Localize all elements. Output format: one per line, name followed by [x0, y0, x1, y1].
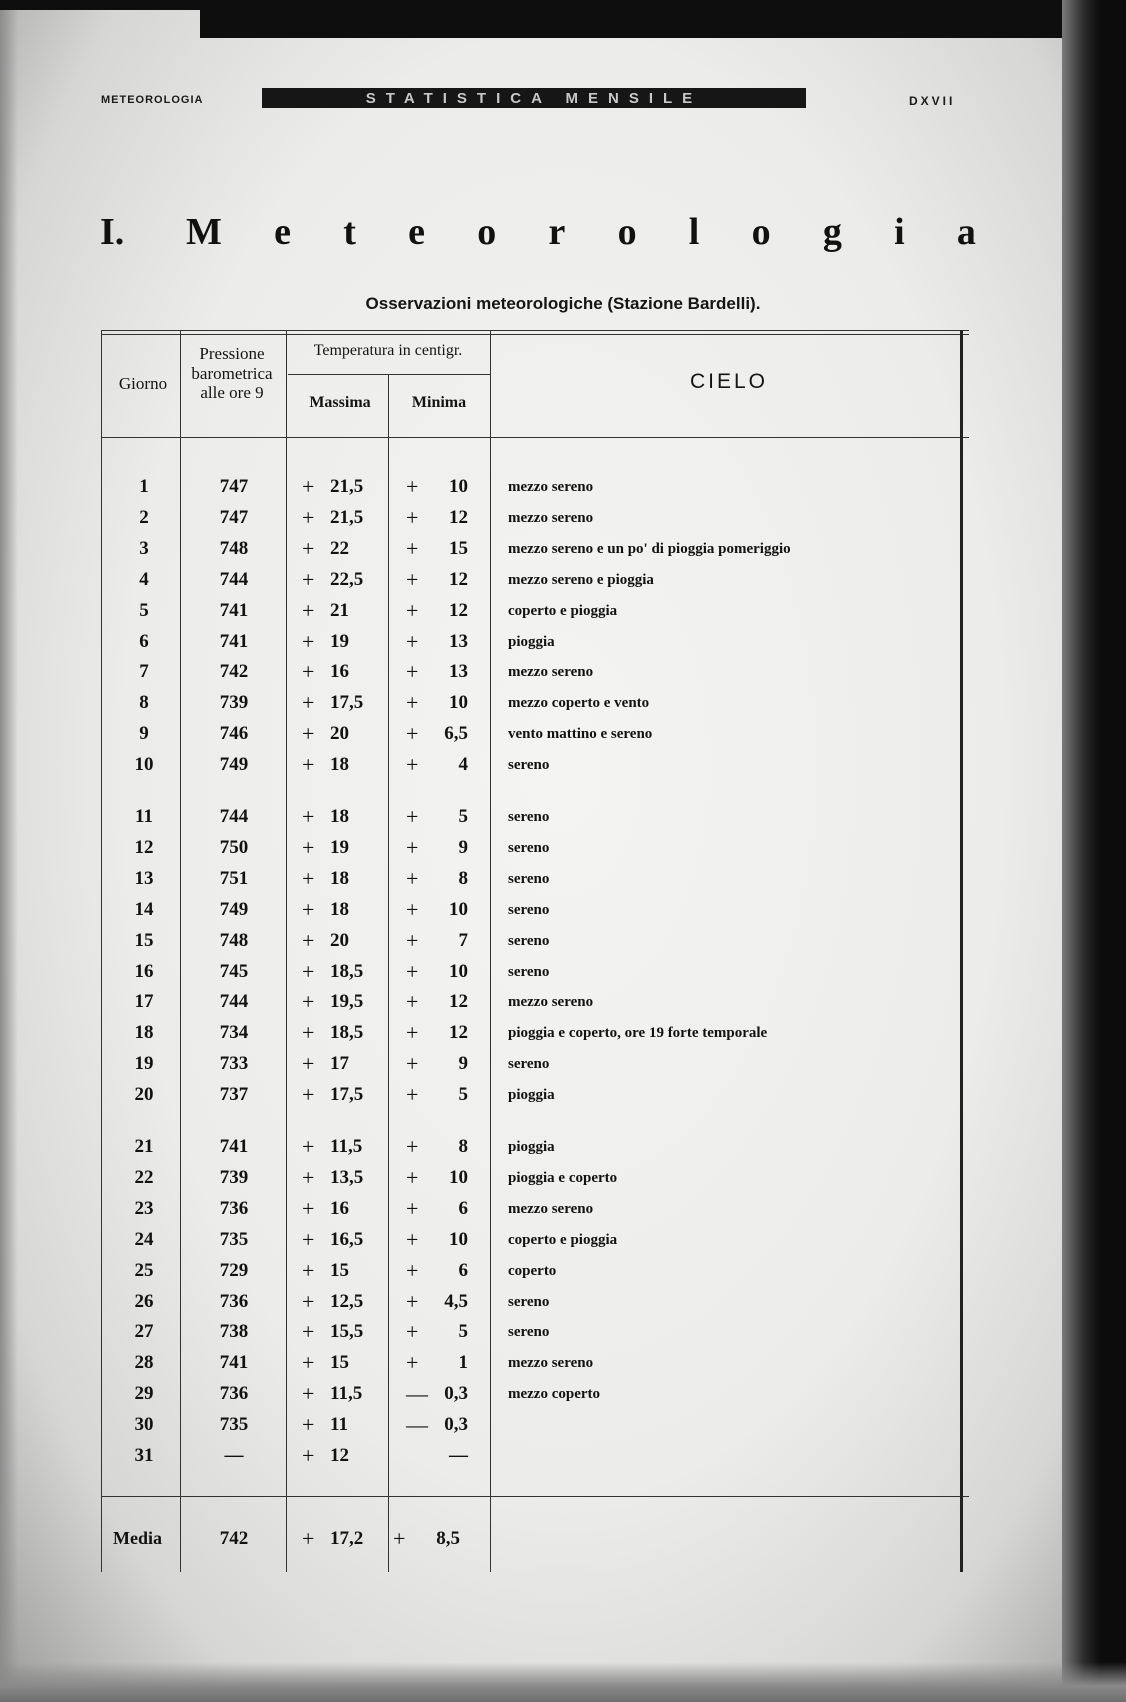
pressure-cell: 747	[219, 506, 249, 528]
max-temp-cell: 21,5	[330, 506, 364, 528]
min-temp-cell: 13	[449, 630, 468, 652]
pressure-cell: 737	[219, 1084, 249, 1106]
header-cielo: CIELO	[689, 370, 769, 393]
header-pressione-line3: alle ore 9	[200, 383, 264, 403]
sky-cell: pioggia	[508, 1139, 555, 1155]
title-letter: r	[548, 211, 566, 253]
max-sign: +	[302, 1381, 315, 1407]
pressure-cell: 744	[219, 568, 249, 590]
max-temp-cell: 18	[330, 806, 349, 827]
title-letter: g	[822, 211, 842, 253]
sky-cell: mezzo sereno	[508, 479, 594, 495]
pressure-cell: 733	[219, 1053, 249, 1075]
sky-cell: sereno	[508, 932, 550, 949]
day-cell: 31	[134, 1445, 154, 1466]
max-temp-cell: 18,5	[330, 960, 364, 982]
max-sign: +	[302, 1164, 315, 1190]
max-sign: +	[302, 1226, 315, 1252]
min-sign: +	[406, 958, 419, 984]
min-temp-cell: 5	[458, 806, 468, 827]
max-sign: +	[302, 1288, 315, 1314]
min-temp-cell: —	[449, 1445, 468, 1466]
max-sign: +	[302, 1350, 315, 1376]
max-temp-cell: 22,5	[330, 568, 364, 590]
max-sign: +	[302, 535, 315, 561]
pressure-cell: 736	[219, 1290, 249, 1312]
sky-cell: sereno	[508, 1056, 550, 1073]
min-temp-cell: 10	[449, 1166, 468, 1188]
day-cell: 25	[134, 1259, 154, 1281]
max-sign: +	[302, 1082, 315, 1108]
max-temp-cell: 16	[330, 1197, 349, 1219]
max-sign: +	[302, 1020, 315, 1046]
pressure-cell: —	[224, 1445, 244, 1466]
pressure-cell: 748	[219, 929, 249, 951]
pressure-cell: 749	[219, 754, 249, 776]
max-temp-cell: 18	[330, 754, 349, 776]
max-sign: +	[302, 1195, 315, 1221]
min-temp-cell: 10	[449, 692, 468, 714]
day-cell: 20	[134, 1084, 154, 1106]
sky-cell: coperto e pioggia	[508, 1231, 618, 1248]
min-temp-cell: 12	[449, 506, 468, 528]
day-cell: 4	[139, 568, 149, 590]
sky-cell: sereno	[508, 870, 550, 887]
max-temp-cell: 15,5	[330, 1321, 364, 1343]
day-cell: 6	[139, 630, 149, 652]
sky-cell: sereno	[508, 809, 550, 825]
day-cell: 14	[134, 898, 154, 920]
max-sign: +	[302, 804, 315, 829]
max-sign: +	[302, 1412, 315, 1438]
min-sign: +	[406, 659, 419, 685]
header-giorno: Giorno	[118, 374, 168, 393]
min-temp-cell: 9	[458, 836, 468, 858]
min-sign: +	[406, 1288, 419, 1314]
max-sign: +	[302, 1443, 315, 1468]
min-sign: +	[406, 834, 419, 860]
header-pressione-line1: Pressione	[199, 344, 265, 363]
sky-cell: mezzo sereno	[508, 664, 594, 681]
day-cell: 22	[134, 1166, 154, 1188]
pressure-cell: 741	[219, 1136, 249, 1157]
pressure-cell: 749	[219, 898, 249, 920]
pressure-cell: 748	[219, 537, 249, 559]
title-letter: e	[408, 211, 425, 253]
sky-cell: pioggia e coperto, ore 19 forte temporale	[508, 1025, 768, 1042]
day-cell: 24	[134, 1228, 154, 1250]
title-letter: o	[477, 211, 497, 253]
sky-cell: mezzo sereno	[508, 509, 594, 526]
max-temp-cell: 12	[330, 1445, 349, 1466]
min-sign: +	[406, 535, 419, 561]
day-cell: 3	[139, 537, 149, 559]
pressure-cell: 738	[219, 1321, 249, 1343]
pressure-cell: 735	[219, 1228, 249, 1250]
min-sign: +	[406, 1082, 419, 1108]
min-temp-cell: 6	[458, 1197, 468, 1219]
max-temp-cell: 19	[330, 836, 349, 858]
day-cell: 1	[139, 476, 149, 497]
min-temp-cell: 5	[458, 1084, 468, 1106]
max-sign: +	[302, 752, 315, 778]
min-temp-cell: 4,5	[444, 1290, 468, 1312]
min-temp-cell: 9	[458, 1053, 468, 1075]
max-temp-cell: 17,5	[330, 692, 364, 714]
max-temp-cell: 20	[330, 929, 349, 951]
min-temp-cell: 4	[458, 754, 468, 776]
min-sign: +	[406, 474, 419, 499]
min-sign: +	[406, 1195, 419, 1221]
max-sign: +	[302, 721, 315, 747]
max-temp-cell: 21,5	[330, 476, 364, 497]
min-temp-cell: 0,3	[444, 1414, 468, 1436]
max-temp-cell: 11	[330, 1414, 348, 1436]
header-massima: Massima	[309, 394, 371, 411]
media-label: Media	[113, 1528, 162, 1548]
max-temp-cell: 17,5	[330, 1084, 364, 1106]
day-cell: 27	[134, 1321, 154, 1343]
min-temp-cell: 10	[449, 898, 468, 920]
min-sign: +	[406, 1350, 419, 1376]
max-temp-cell: 19,5	[330, 991, 364, 1013]
running-head-section: METEOROLOGIA	[101, 94, 204, 106]
max-sign: +	[302, 1319, 315, 1345]
title-letter: o	[751, 211, 771, 253]
max-sign: +	[302, 927, 315, 953]
day-cell: 8	[139, 692, 149, 714]
header-pressione-line2: barometrica	[191, 363, 273, 383]
sky-cell: mezzo sereno e pioggia	[508, 571, 654, 588]
title-letter: e	[274, 211, 291, 253]
max-sign: +	[302, 690, 315, 716]
min-sign: +	[406, 566, 419, 592]
title-letter: M	[186, 211, 222, 253]
min-temp-cell: 1	[458, 1352, 468, 1374]
pressure-cell: 736	[219, 1383, 249, 1405]
min-sign: +	[406, 1319, 419, 1345]
min-sign: +	[406, 927, 419, 953]
pressure-cell: 746	[219, 723, 249, 745]
pressure-cell: 735	[219, 1414, 249, 1436]
media-max-sign: +	[302, 1526, 315, 1551]
day-cell: 28	[134, 1352, 154, 1374]
max-sign: +	[302, 989, 315, 1015]
section-number: I.	[100, 211, 125, 253]
min-sign: +	[406, 504, 419, 530]
day-cell: 12	[134, 836, 154, 858]
min-temp-cell: 7	[458, 929, 468, 951]
header-minima: Minima	[411, 394, 467, 411]
sky-cell: sereno	[508, 839, 550, 856]
day-cell: 21	[134, 1136, 154, 1157]
max-sign: +	[302, 834, 315, 860]
day-cell: 30	[134, 1414, 154, 1436]
pressure-cell: 741	[219, 630, 249, 652]
title-letter: a	[956, 211, 976, 253]
day-cell: 13	[134, 867, 154, 889]
pressure-cell: 739	[219, 692, 249, 714]
header-temperatura: Temperatura in centigr.	[313, 342, 463, 359]
media-min-sign: +	[393, 1526, 406, 1551]
pressure-cell: 744	[219, 806, 249, 827]
sky-cell: pioggia e coperto	[508, 1169, 618, 1186]
min-sign: +	[406, 1134, 419, 1159]
min-sign: —	[406, 1412, 428, 1438]
max-temp-cell: 15	[330, 1352, 349, 1374]
max-sign: +	[302, 628, 315, 654]
max-temp-cell: 18,5	[330, 1022, 364, 1044]
sky-cell: mezzo sereno	[508, 994, 594, 1011]
max-sign: +	[302, 1257, 315, 1283]
media-max-temp: 17,2	[330, 1528, 364, 1549]
min-sign: +	[406, 752, 419, 778]
min-temp-cell: 12	[449, 599, 468, 621]
max-sign: +	[302, 566, 315, 592]
pressure-cell: 742	[219, 661, 249, 683]
min-sign: +	[406, 690, 419, 716]
day-cell: 17	[134, 991, 154, 1013]
max-sign: +	[302, 1051, 315, 1077]
max-sign: +	[302, 659, 315, 685]
title-letter: i	[894, 211, 905, 253]
sky-cell: sereno	[508, 901, 550, 918]
min-temp-cell: 8	[458, 867, 468, 889]
table-caption: Osservazioni meteorologiche (Stazione Bardelli).	[365, 294, 761, 313]
sky-cell: sereno	[508, 1293, 550, 1310]
sky-cell: coperto e pioggia	[508, 602, 618, 619]
max-sign: +	[302, 865, 315, 891]
sky-cell: mezzo coperto	[508, 1386, 601, 1403]
sky-cell: sereno	[508, 1324, 550, 1341]
title-letter: l	[688, 211, 700, 253]
pressure-cell: 744	[219, 991, 249, 1013]
max-temp-cell: 22	[330, 537, 349, 559]
max-sign: +	[302, 597, 315, 623]
max-temp-cell: 20	[330, 723, 349, 745]
media-pressure: 742	[219, 1528, 249, 1549]
max-temp-cell: 18	[330, 898, 349, 920]
sky-cell: mezzo sereno	[508, 1200, 594, 1217]
title-letter: o	[617, 211, 637, 253]
min-sign: +	[406, 1257, 419, 1283]
min-temp-cell: 10	[449, 960, 468, 982]
max-temp-cell: 17	[330, 1053, 349, 1075]
day-cell: 15	[134, 929, 154, 951]
sky-cell: vento mattino e sereno	[508, 726, 653, 743]
day-cell: 2	[139, 506, 149, 528]
min-temp-cell: 12	[449, 1022, 468, 1044]
max-temp-cell: 19	[330, 630, 349, 652]
max-temp-cell: 18	[330, 867, 349, 889]
min-temp-cell: 15	[449, 537, 468, 559]
max-temp-cell: 11,5	[330, 1383, 363, 1405]
max-sign: +	[302, 474, 315, 499]
min-sign: +	[406, 865, 419, 891]
sky-cell: sereno	[508, 757, 550, 774]
min-sign: +	[406, 989, 419, 1015]
min-temp-cell: 0,3	[444, 1383, 468, 1405]
day-cell: 9	[139, 723, 149, 745]
page-number: DXVII	[909, 94, 956, 108]
title-letter: t	[343, 211, 356, 253]
pressure-cell: 747	[219, 476, 249, 497]
min-sign: —	[406, 1381, 428, 1407]
min-temp-cell: 12	[449, 991, 468, 1013]
max-sign: +	[302, 504, 315, 530]
min-sign: +	[406, 1051, 419, 1077]
pressure-cell: 736	[219, 1197, 249, 1219]
min-sign: +	[406, 597, 419, 623]
max-sign: +	[302, 1134, 315, 1159]
pressure-cell: 751	[219, 867, 249, 889]
min-temp-cell: 5	[458, 1321, 468, 1343]
day-cell: 18	[134, 1022, 154, 1044]
pressure-cell: 739	[219, 1166, 249, 1188]
min-temp-cell: 6	[458, 1259, 468, 1281]
max-temp-cell: 13,5	[330, 1166, 364, 1188]
day-cell: 7	[139, 661, 149, 683]
max-temp-cell: 15	[330, 1259, 349, 1281]
pressure-cell: 734	[219, 1022, 249, 1044]
max-temp-cell: 16,5	[330, 1228, 364, 1250]
sky-cell: mezzo sereno e un po' di pioggia pomeriggio	[508, 540, 791, 557]
sky-cell: mezzo sereno	[508, 1355, 594, 1372]
pressure-cell: 741	[219, 1352, 249, 1374]
pressure-cell: 729	[219, 1259, 249, 1281]
min-temp-cell: 13	[449, 661, 468, 683]
min-temp-cell: 8	[458, 1136, 468, 1157]
min-sign: +	[406, 804, 419, 829]
max-temp-cell: 21	[330, 599, 349, 621]
min-sign: +	[406, 1226, 419, 1252]
pressure-cell: 745	[219, 960, 249, 982]
max-temp-cell: 16	[330, 661, 349, 683]
day-cell: 5	[139, 599, 149, 621]
max-temp-cell: 12,5	[330, 1290, 364, 1312]
pressure-cell: 741	[219, 599, 249, 621]
min-temp-cell: 10	[449, 476, 468, 497]
sky-cell: sereno	[508, 963, 550, 980]
sky-cell: coperto	[508, 1262, 557, 1279]
min-sign: +	[406, 1164, 419, 1190]
day-cell: 26	[134, 1290, 154, 1312]
day-cell: 10	[134, 754, 154, 776]
min-temp-cell: 10	[449, 1228, 468, 1250]
min-sign: +	[406, 896, 419, 922]
day-cell: 16	[134, 960, 154, 982]
min-sign: +	[406, 721, 419, 747]
min-temp-cell: 12	[449, 568, 468, 590]
media-min-temp: 8,5	[436, 1528, 460, 1549]
day-cell: 29	[134, 1383, 154, 1405]
day-cell: 23	[134, 1197, 154, 1219]
min-sign: +	[406, 628, 419, 654]
min-sign: +	[406, 1020, 419, 1046]
max-sign: +	[302, 896, 315, 922]
pressure-cell: 750	[219, 836, 249, 858]
sky-cell: mezzo coperto e vento	[508, 695, 650, 712]
day-cell: 11	[135, 806, 153, 827]
max-temp-cell: 11,5	[330, 1136, 363, 1157]
day-cell: 19	[134, 1053, 154, 1075]
sky-cell: pioggia	[508, 1087, 555, 1104]
max-sign: +	[302, 958, 315, 984]
sky-cell: pioggia	[508, 633, 555, 650]
min-temp-cell: 6,5	[444, 723, 468, 745]
running-head-banner: STATISTICA MENSILE	[262, 88, 806, 108]
